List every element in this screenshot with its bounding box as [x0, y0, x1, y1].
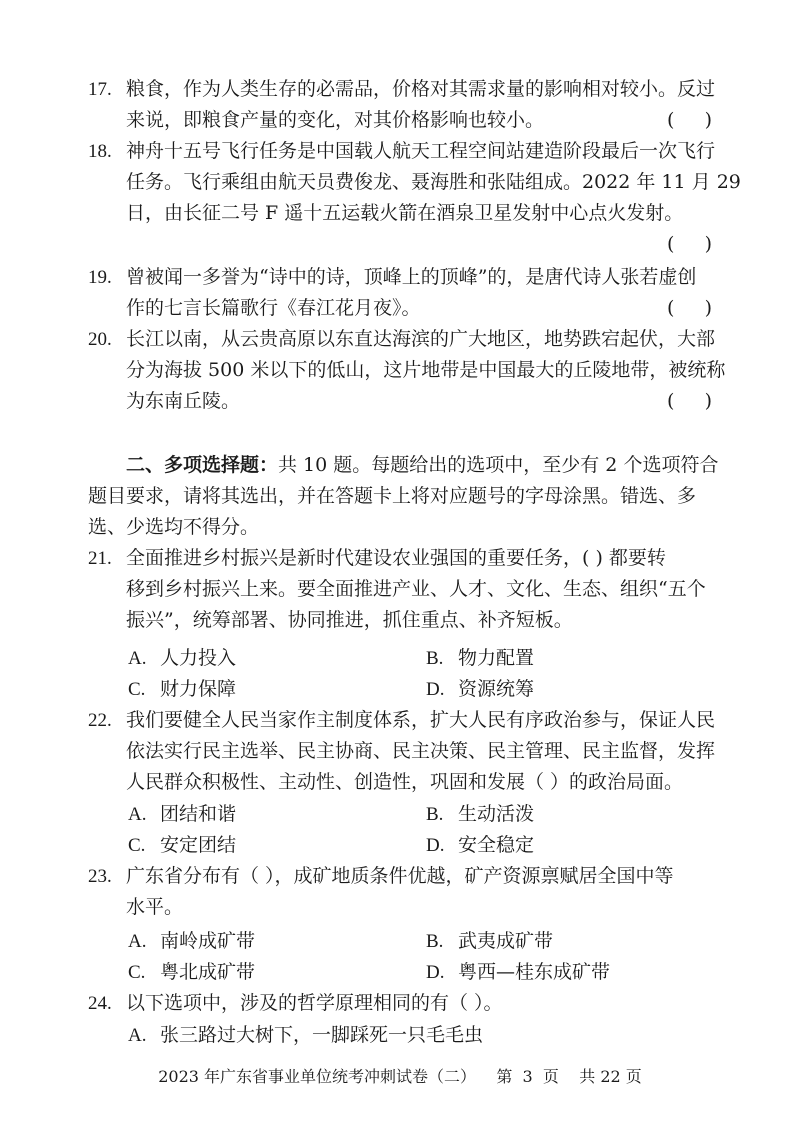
question-20: [88, 324, 726, 417]
question-17: [88, 74, 718, 136]
option-a[interactable]: A. 团结和谐: [128, 803, 237, 825]
question-text-line: 我们要健全人民当家作主制度体系，扩大人民有序政治参与，保证人民: [126, 709, 716, 731]
question-23: [88, 861, 718, 923]
question-24: [88, 988, 718, 1019]
option-c[interactable]: C. 财力保障: [128, 678, 237, 700]
question-text-line: 作的七言长篇歌行《春江花月夜》。: [126, 297, 421, 319]
question-text-line: 广东省分布有（ ），成矿地质条件优越，矿产资源禀赋居全国中等: [126, 865, 674, 887]
option-b[interactable]: B. 武夷成矿带: [426, 930, 554, 952]
answer-parentheses: ( ): [666, 109, 712, 131]
section-heading: 二、多项选择题：: [126, 454, 279, 476]
question-text-line: 人民群众积极性、主动性、创造性，巩固和发展（ ）的政治局面。: [126, 771, 684, 793]
question-number: 21.: [88, 548, 112, 569]
option-b[interactable]: B. 物力配置: [426, 647, 535, 669]
question-text-line: 移到乡村振兴上来。要全面推进产业、人才、文化、生态、组织“五个: [126, 578, 706, 600]
option-a[interactable]: A. 南岭成矿带: [128, 930, 256, 952]
question-number: 22.: [88, 710, 112, 731]
question-text-line: 依法实行民主选举、民主协商、民主决策、民主管理、民主监督，发挥: [126, 740, 716, 762]
question-18: [88, 136, 741, 255]
option-d[interactable]: D. 安全稳定: [426, 834, 535, 856]
question-text-line: 以下选项中，涉及的哲学原理相同的有（ ）。: [126, 992, 503, 1014]
section-instruction-line: 选、少选均不得分。: [88, 516, 260, 538]
section-multiple-choice-intro: [88, 450, 718, 543]
question-text-line: 水平。: [126, 896, 184, 918]
question-text-line: 粮食，作为人类生存的必需品，价格对其需求量的影响相对较小。反过: [126, 78, 716, 100]
answer-parentheses: ( ): [666, 297, 712, 319]
option-c[interactable]: C. 粤北成矿带: [128, 961, 256, 983]
answer-parentheses: ( ): [666, 233, 712, 255]
option-b[interactable]: B. 生动活泼: [426, 803, 535, 825]
option-d[interactable]: D. 粤西—桂东成矿带: [426, 961, 611, 983]
question-text-line: 神舟十五号飞行任务是中国载人航天工程空间站建造阶段最后一次飞行: [126, 140, 716, 162]
question-text-line: 全面推进乡村振兴是新时代建设农业强国的重要任务，( ) 都要转: [126, 547, 666, 569]
question-number: 23.: [88, 866, 112, 887]
option-a[interactable]: A. 张三路过大树下，一脚踩死一只毛毛虫: [128, 1024, 484, 1046]
question-number: 19.: [88, 267, 112, 288]
question-text-line: 曾被闻一多誉为“诗中的诗，顶峰上的顶峰”的，是唐代诗人张若虚创: [126, 266, 697, 288]
question-22: [88, 705, 718, 798]
question-text-line: 任务。飞行乘组由航天员费俊龙、聂海胜和张陆组成。2022 年 11 月 29: [126, 171, 741, 193]
question-19: [88, 262, 718, 324]
question-text-line: 为东南丘陵。: [126, 390, 241, 412]
option-a[interactable]: A. 人力投入: [128, 647, 237, 669]
question-number: 18.: [88, 141, 112, 162]
question-21: [88, 543, 718, 636]
option-c[interactable]: C. 安定团结: [128, 834, 237, 856]
section-instruction-line: 共 10 题。每题给出的选项中，至少有 2 个选项符合: [278, 454, 719, 476]
option-d[interactable]: D. 资源统筹: [426, 678, 535, 700]
section-instruction-line: 题目要求，请将其选出，并在答题卡上将对应题号的字母涂黑。错选、多: [88, 485, 697, 507]
question-text-line: 长江以南，从云贵高原以东直达海滨的广大地区，地势跌宕起伏，大部: [126, 328, 716, 350]
question-number: 24.: [88, 993, 112, 1014]
question-number: 17.: [88, 79, 112, 100]
question-text-line: 振兴”，统筹部署、协同推进，抓住重点、补齐短板。: [126, 609, 573, 631]
question-number: 20.: [88, 329, 112, 350]
answer-parentheses: ( ): [666, 390, 712, 412]
question-text-line: 来说，即粮食产量的变化，对其价格影响也较小。: [126, 109, 545, 131]
question-text-line: 日，由长征二号 F 遥十五运载火箭在酒泉卫星发射中心点火发射。: [126, 202, 684, 224]
page-footer: 2023 年广东省事业单位统考冲刺试卷（二） 第 3 页 共 22 页: [158, 1067, 642, 1086]
question-text-line: 分为海拔 500 米以下的低山，这片地带是中国最大的丘陵地带，被统称: [126, 359, 726, 381]
